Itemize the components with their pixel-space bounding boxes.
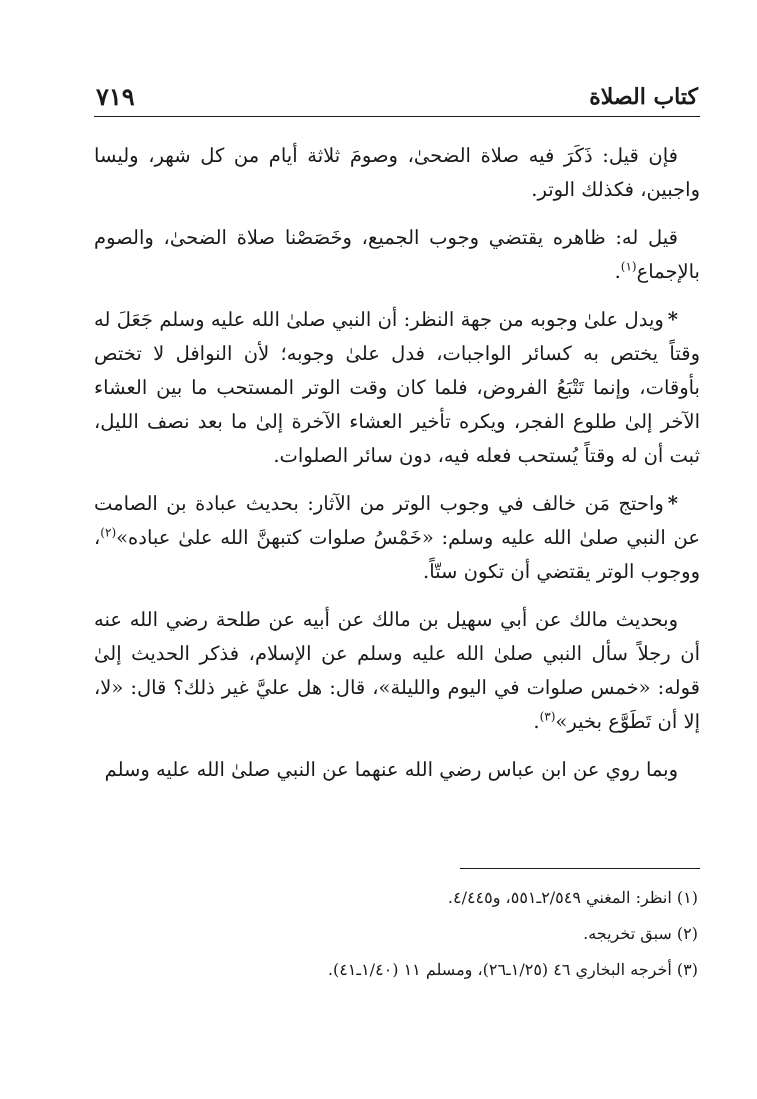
main-text bbox=[94, 139, 700, 787]
book-page bbox=[94, 78, 700, 1078]
footnote-ref: (٢) bbox=[100, 525, 117, 540]
footnote-2: (٢) سبق تخريجه. bbox=[583, 924, 698, 943]
paragraph-text-after: . bbox=[533, 710, 540, 733]
paragraph-4 bbox=[94, 487, 700, 589]
paragraph-6 bbox=[94, 753, 700, 787]
asterisk-marker: * bbox=[667, 492, 678, 515]
paragraph-text: واحتج مَن خالف في وجوب الوتر من الآثار: بحديث عبادة بن الصامت عن النبي صلىٰ الله عليه وسلم: «خَمْسُ صلوات كتبهنَّ الله علىٰ عباده» bbox=[94, 492, 700, 549]
page-header bbox=[94, 78, 700, 117]
paragraph-2 bbox=[94, 221, 700, 289]
paragraph-text: فإن قيل: ذَكَرَ فيه صلاة الضحىٰ، وصومَ ثلاثة أيام من كل شهر، وليسا واجبين، فكذلك الوتر. bbox=[94, 144, 700, 201]
footnote-ref: (١) bbox=[620, 259, 637, 274]
paragraph-text-after: . bbox=[614, 260, 621, 283]
paragraph-text: وبما روي عن ابن عباس رضي الله عنهما عن النبي صلىٰ الله عليه وسلم bbox=[104, 758, 678, 781]
paragraph-3 bbox=[94, 303, 700, 473]
footnote-3: (٣) أخرجه البخاري ٤٦ (١/٢٥ـ٢٦)، ومسلم ١١ (١/٤٠ـ٤١). bbox=[327, 960, 698, 979]
chapter-title: كتاب الصلاة bbox=[589, 84, 698, 110]
paragraph-5 bbox=[94, 603, 700, 739]
footnote-1: (١) انظر: المغني ٢/٥٤٩ـ٥٥١، و٤/٤٤٥. bbox=[447, 888, 698, 907]
paragraph-text-after: ، ووجوب الوتر يقتضي أن تكون ستّاً. bbox=[94, 526, 700, 583]
asterisk-marker: * bbox=[667, 308, 678, 331]
footnote-ref: (٣) bbox=[539, 709, 556, 724]
footnotes bbox=[94, 868, 700, 991]
paragraph-1 bbox=[94, 139, 700, 207]
paragraph-text: ويدل علىٰ وجوبه من جهة النظر: أن النبي صلىٰ الله عليه وسلم جَعَلَ له وقتاً يختص به كسائر الواجبات، فدل علىٰ وجوبه؛ لأن النوافل لا تختص بأوقات، وإنما تَتْبَعُ الفروض، فلما كان وقت الوتر المستحب ما بين العشاء الآخر إلىٰ طلوع الفجر، ويكره تأخير العشاء الآخرة إلىٰ ما بعد نصف الليل، ثبت أن له وقتاً يُستحب فعله فيه، دون سائر الصلوات. bbox=[94, 308, 700, 467]
paragraph-text: قيل له: ظاهره يقتضي وجوب الجميع، وخَصَصْنا صلاة الضحىٰ، والصوم بالإجماع bbox=[94, 226, 700, 283]
page-number: ٧١٩ bbox=[96, 82, 135, 111]
footnote-divider bbox=[460, 868, 700, 869]
paragraph-text: وبحديث مالك عن أبي سهيل بن مالك عن أبيه عن طلحة رضي الله عنه أن رجلاً سأل النبي صلىٰ الله عليه وسلم عن الإسلام، فذكر الحديث إلىٰ قوله: «خمس صلوات في اليوم والليلة»، قال: هل عليَّ غير ذلك؟ قال: «لا، إلا أن تَطَوَّع بخير» bbox=[94, 608, 700, 733]
